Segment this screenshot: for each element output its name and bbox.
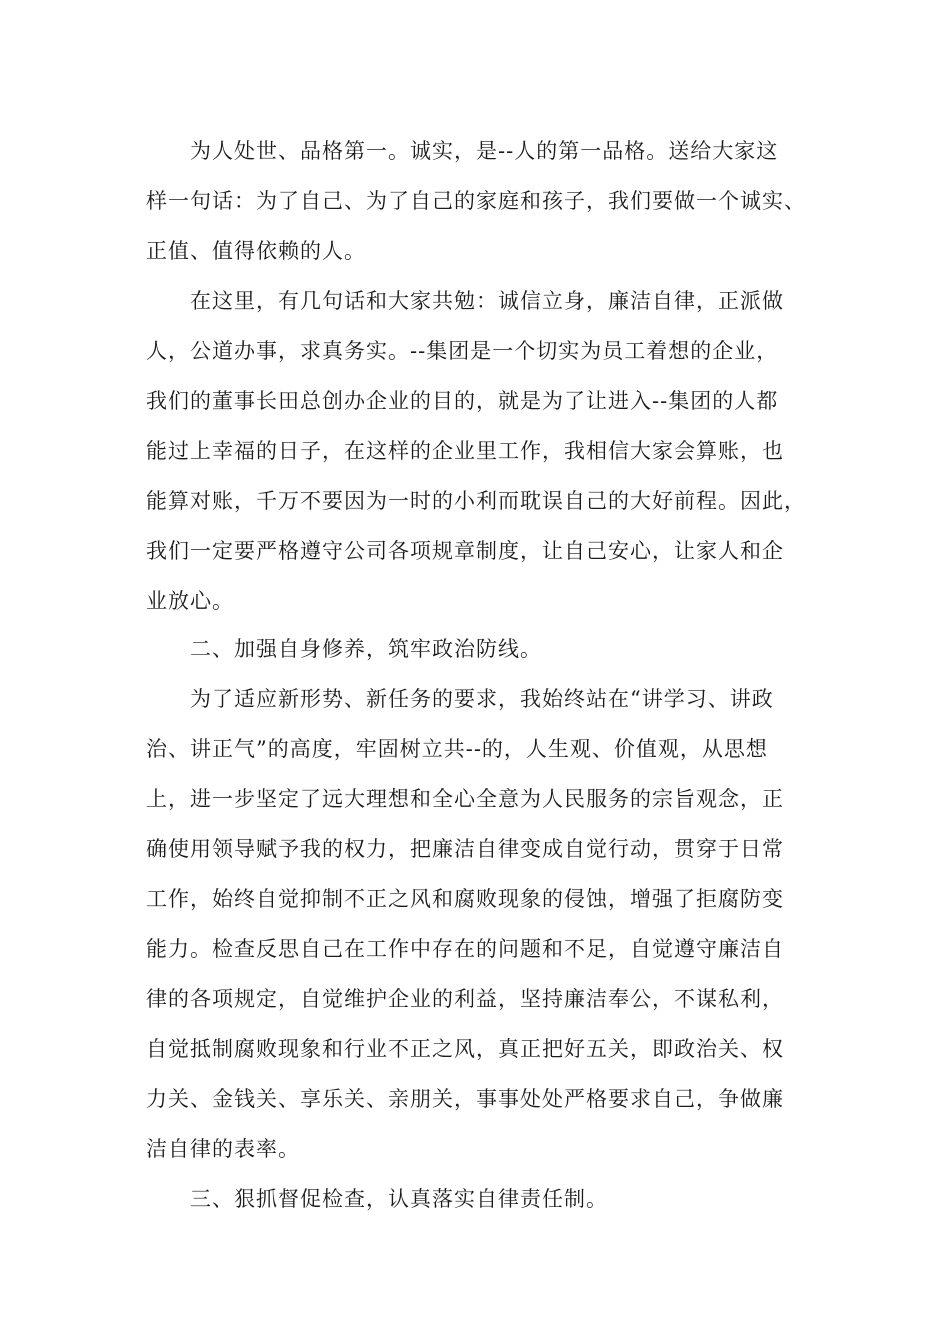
paragraph-line: 我们一定要严格遵守公司各项规章制度，让自己安心，让家人和企	[146, 539, 784, 563]
paragraph-line: 能力。检查反思自己在工作中存在的问题和不足，自觉遵守廉洁自	[146, 937, 784, 961]
paragraph-line: 我们的董事长田总创办企业的目的，就是为了让进入--集团的人都	[146, 389, 779, 413]
paragraph-line: 在这里，有几句话和大家共勉：诚信立身，廉洁自律，正派做	[190, 289, 784, 313]
paragraph-line: 上，进一步坚定了远大理想和全心全意为人民服务的宗旨观念，正	[146, 787, 784, 811]
paragraph-line: 人，公道办事，求真务实。--集团是一个切实为员工着想的企业，	[146, 339, 779, 363]
paragraph-line: 治、讲正气”的高度，牢固树立共--的，人生观、价值观，从思想	[146, 737, 768, 761]
section-heading: 三、狠抓督促检查，认真落实自律责任制。	[190, 1187, 608, 1211]
paragraph-line: 样一句话：为了自己、为了自己的家庭和孩子，我们要做一个诚实、	[146, 189, 806, 213]
paragraph-line: 能过上幸福的日子，在这样的企业里工作，我相信大家会算账，也	[146, 439, 784, 463]
section-heading: 二、加强自身修养，筑牢政治防线。	[190, 637, 542, 661]
paragraph-line: 工作，始终自觉抑制不正之风和腐败现象的侵蚀，增强了拒腐防变	[146, 887, 784, 911]
paragraph-line: 为人处世、品格第一。诚实，是--人的第一品格。送给大家这	[190, 139, 779, 163]
paragraph-line: 为了适应新形势、新任务的要求，我始终站在“讲学习、讲政	[190, 687, 774, 711]
paragraph-line: 自觉抵制腐败现象和行业不正之风，真正把好五关，即政治关、权	[146, 1037, 784, 1061]
paragraph-line: 力关、金钱关、享乐关、亲朋关，事事处处严格要求自己，争做廉	[146, 1087, 784, 1111]
paragraph-line: 洁自律的表率。	[146, 1137, 300, 1161]
paragraph-line: 确使用领导赋予我的权力，把廉洁自律变成自觉行动，贯穿于日常	[146, 837, 784, 861]
paragraph-line: 业放心。	[146, 589, 234, 613]
paragraph-line: 律的各项规定，自觉维护企业的利益，坚持廉洁奉公，不谋私利，	[146, 987, 784, 1011]
paragraph-line: 能算对账，千万不要因为一时的小利而耽误自己的大好前程。因此，	[146, 489, 806, 513]
paragraph-line: 正值、值得依赖的人。	[146, 239, 366, 263]
